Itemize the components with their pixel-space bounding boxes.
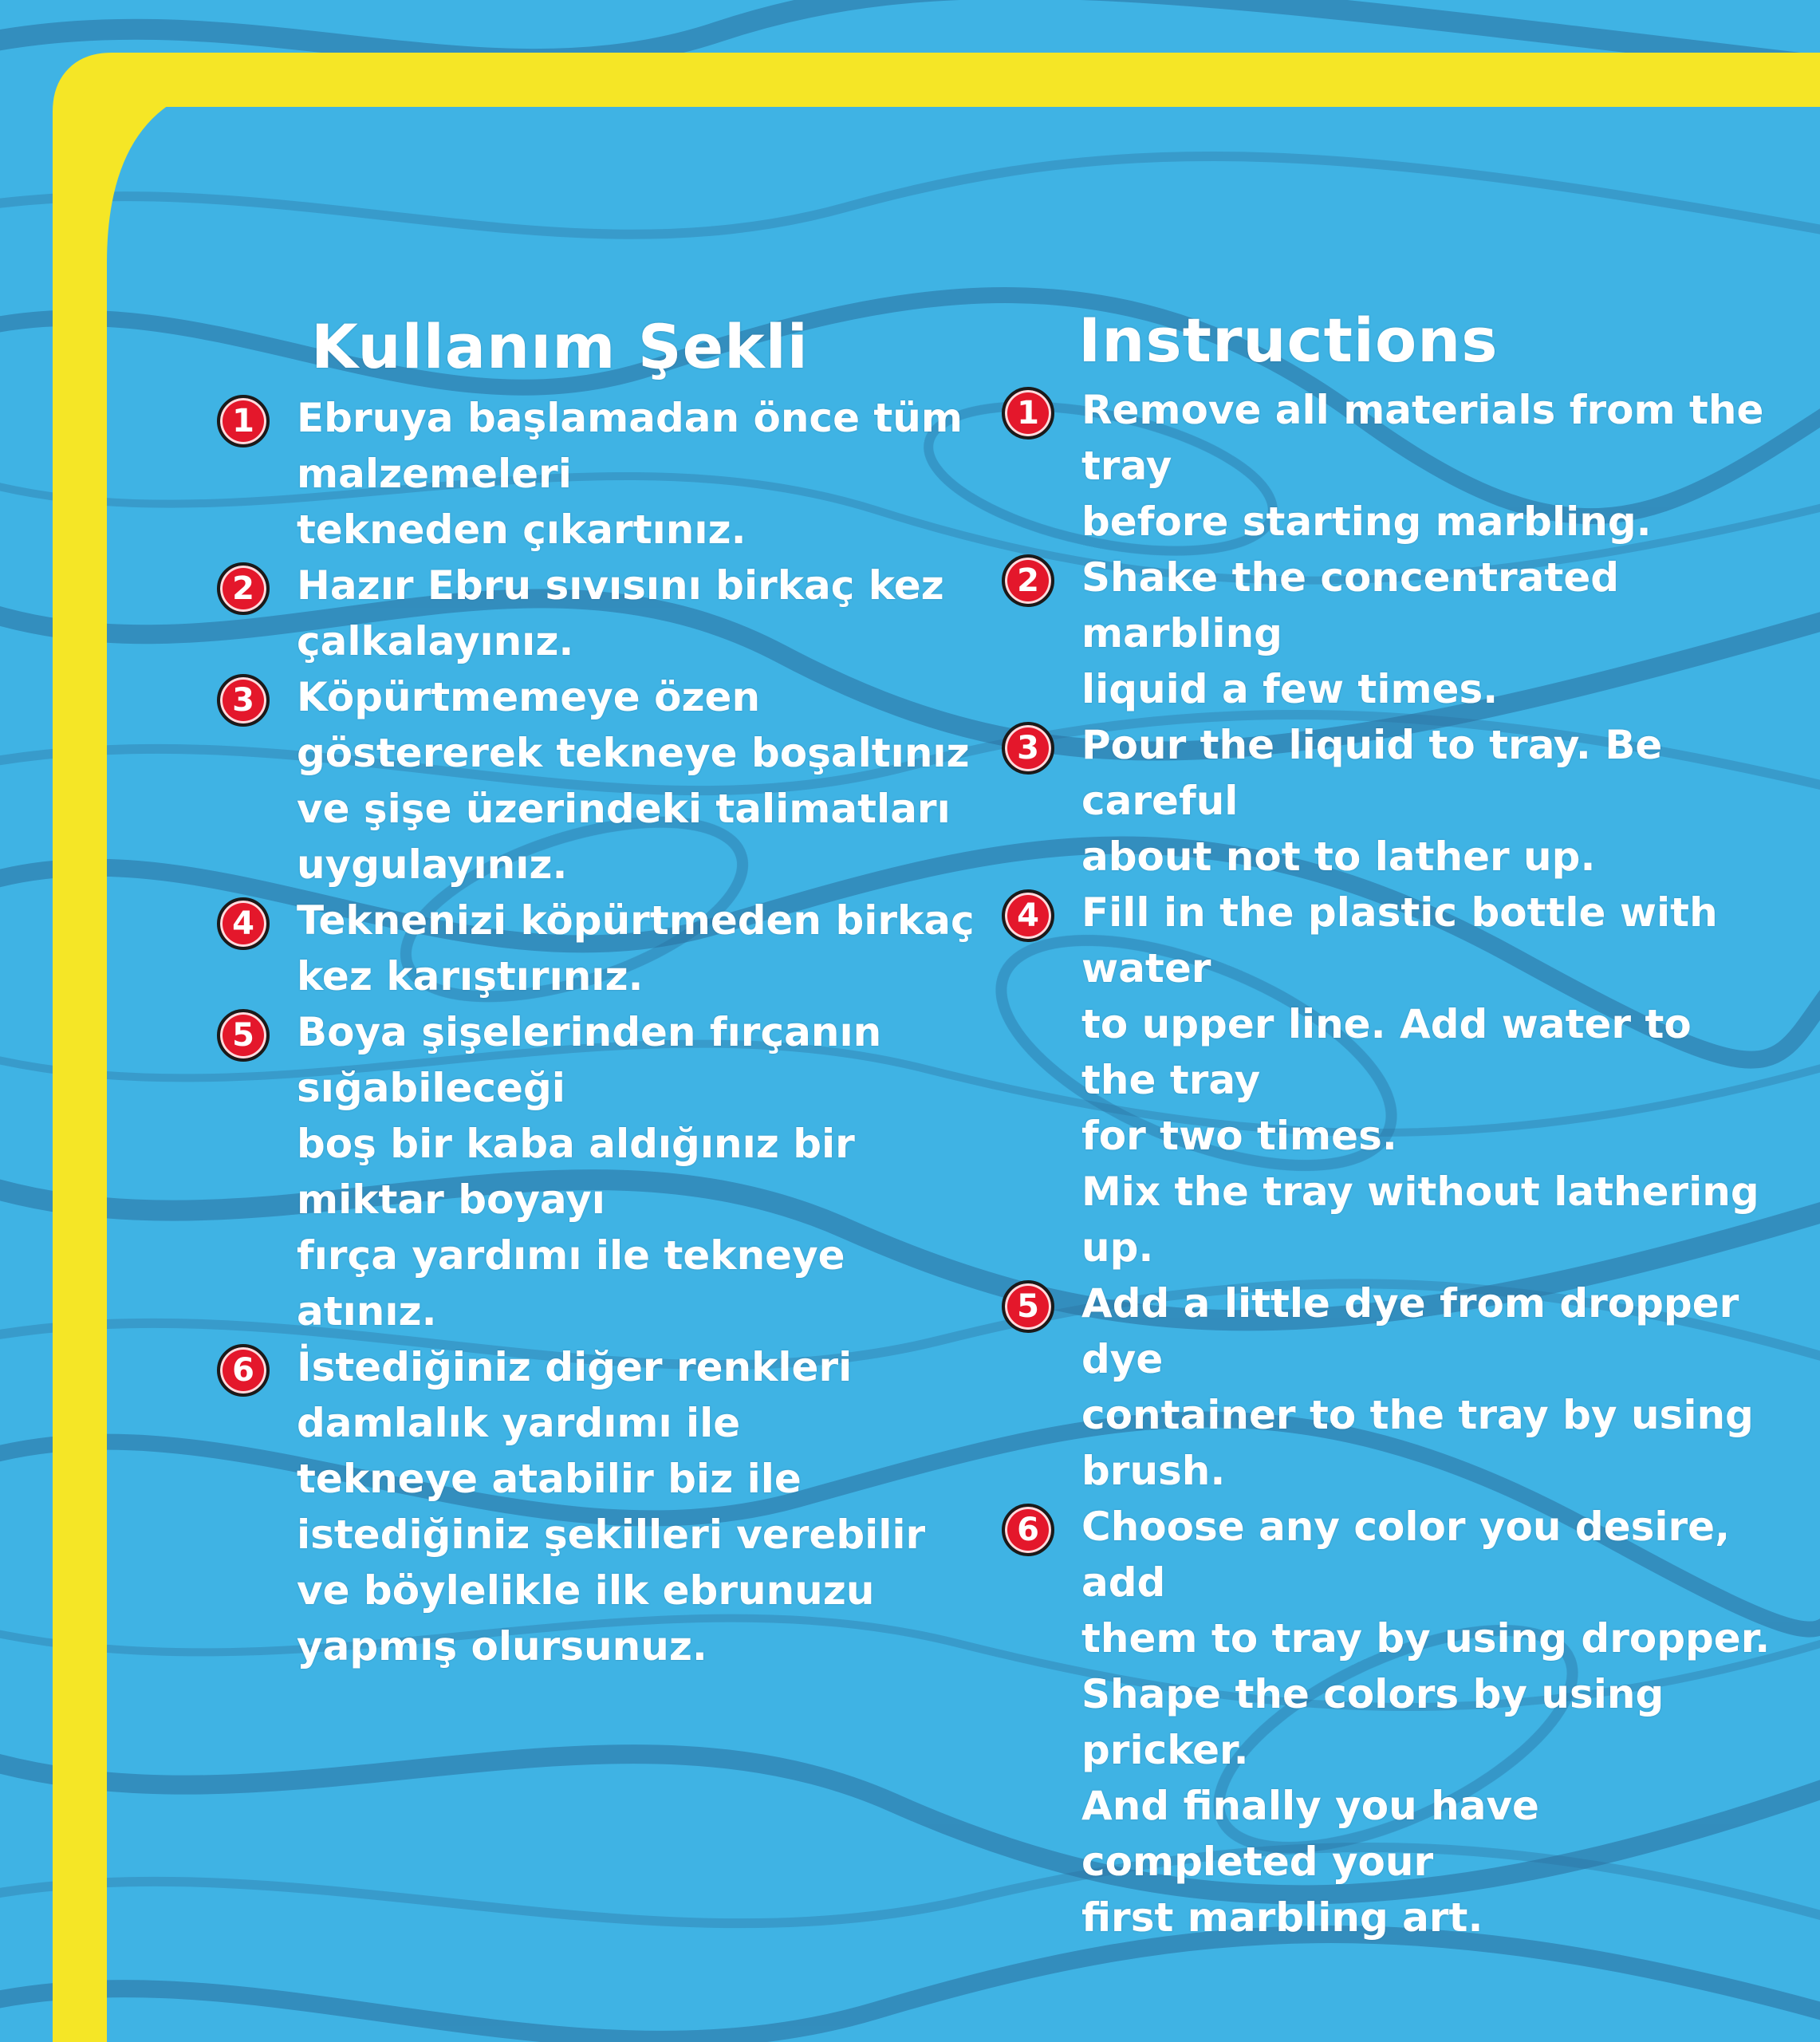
turkish-instructions	[217, 311, 975, 1674]
step-text-line: pricker.	[1081, 1727, 1249, 1773]
step-number-badge: 2	[217, 562, 270, 615]
step-text-line: Mix the tray without lathering	[1081, 1169, 1759, 1215]
step-item	[1002, 550, 1770, 717]
step-text-line: boş bir kaba aldığınız bir	[297, 1121, 855, 1167]
step-text-line: And finally you have	[1081, 1783, 1539, 1829]
step-text-line: liquid a few times.	[1081, 666, 1499, 712]
step-text-line: Shape the colors by using	[1081, 1671, 1664, 1717]
step-item	[217, 1339, 975, 1674]
step-number-badge: 4	[217, 897, 270, 950]
step-text-line: İstediğiniz diğer renkleri	[297, 1344, 853, 1390]
step-text-line: miktar boyayı	[297, 1177, 605, 1223]
step-text-line: ve şişe üzerindeki talimatları	[297, 786, 951, 832]
step-item	[217, 893, 975, 1004]
step-item	[1002, 1275, 1770, 1499]
step-text-line: uygulayınız.	[297, 842, 568, 888]
english-step-list	[1002, 382, 1770, 1945]
step-number-badge: 5	[1002, 1280, 1054, 1333]
step-number-badge: 3	[217, 674, 270, 727]
step-item	[1002, 1499, 1770, 1945]
step-number-badge: 4	[1002, 889, 1054, 942]
step-text-line: çalkalayınız.	[297, 618, 574, 664]
step-text-line: sığabileceği	[297, 1065, 565, 1111]
step-text-line: Choose any color you desire,	[1081, 1504, 1731, 1550]
step-text-line: Teknenizi köpürtmeden birkaç	[297, 897, 975, 944]
step-number-badge: 3	[1002, 722, 1054, 775]
step-text-line: container to the tray by using	[1081, 1392, 1754, 1438]
step-item	[217, 558, 975, 669]
step-number-badge: 1	[217, 395, 270, 447]
step-text-line: göstererek tekneye boşaltınız	[297, 730, 970, 776]
step-item	[217, 390, 975, 558]
step-text-line: atınız.	[297, 1288, 437, 1334]
step-text-line: damlalık yardımı ile	[297, 1400, 741, 1446]
step-text-line: malzemeleri	[297, 451, 572, 497]
step-text-line: Köpürtmemeye özen	[297, 674, 761, 720]
step-text-line: for two times.	[1081, 1113, 1397, 1159]
step-text-line: fırça yardımı ile tekneye	[297, 1232, 845, 1279]
turkish-title: Kullanım Şekli	[311, 311, 809, 382]
step-text-line: completed your	[1081, 1839, 1434, 1885]
step-text-line: kez karıştırınız.	[297, 953, 644, 999]
step-text-line: Shake the concentrated	[1081, 554, 1620, 601]
step-item	[1002, 717, 1770, 885]
english-instructions	[1002, 305, 1770, 1945]
step-number-badge: 2	[1002, 554, 1054, 607]
step-text-line: Pour the liquid to tray. Be	[1081, 722, 1663, 768]
step-number-badge: 5	[217, 1009, 270, 1062]
step-text-line: them to tray by using dropper.	[1081, 1615, 1771, 1662]
step-text-line: first marbling art.	[1081, 1894, 1483, 1941]
step-text-line: add	[1081, 1559, 1166, 1606]
english-title: Instructions	[1078, 305, 1499, 376]
step-text-line: Add a little dye from dropper	[1081, 1280, 1739, 1327]
step-text-line: Remove all materials from the	[1081, 387, 1764, 433]
step-text-line: Boya şişelerinden fırçanın	[297, 1009, 882, 1055]
step-text-line: up.	[1081, 1224, 1154, 1271]
step-text-line: before starting marbling.	[1081, 499, 1652, 545]
turkish-step-list	[217, 390, 975, 1674]
step-item	[217, 1004, 975, 1339]
step-text-line: brush.	[1081, 1448, 1226, 1494]
step-text-line: ve böylelikle ilk ebrunuzu	[297, 1567, 875, 1614]
step-item	[217, 669, 975, 893]
step-text-line: careful	[1081, 778, 1239, 824]
step-text-line: to upper line. Add water to	[1081, 1001, 1692, 1047]
step-text-line: yapmış olursunuz.	[297, 1623, 707, 1669]
step-text-line: water	[1081, 945, 1211, 991]
step-text-line: Hazır Ebru sıvısını birkaç kez	[297, 562, 944, 609]
step-text-line: istediğiniz şekilleri verebilir	[297, 1512, 926, 1558]
step-text-line: marbling	[1081, 610, 1282, 656]
step-text-line: Ebruya başlamadan önce tüm	[297, 395, 963, 441]
step-number-badge: 1	[1002, 387, 1054, 440]
step-text-line: tekneden çıkartınız.	[297, 507, 747, 553]
step-text-line: the tray	[1081, 1057, 1261, 1103]
step-text-line: tekneye atabilir biz ile	[297, 1456, 802, 1502]
step-text-line: dye	[1081, 1336, 1164, 1382]
step-text-line: about not to lather up.	[1081, 834, 1596, 880]
step-text-line: tray	[1081, 443, 1172, 489]
step-number-badge: 6	[1002, 1504, 1054, 1556]
step-item	[1002, 885, 1770, 1275]
step-number-badge: 6	[217, 1344, 270, 1397]
step-item	[1002, 382, 1770, 550]
step-text-line: Fill in the plastic bottle with	[1081, 889, 1718, 936]
